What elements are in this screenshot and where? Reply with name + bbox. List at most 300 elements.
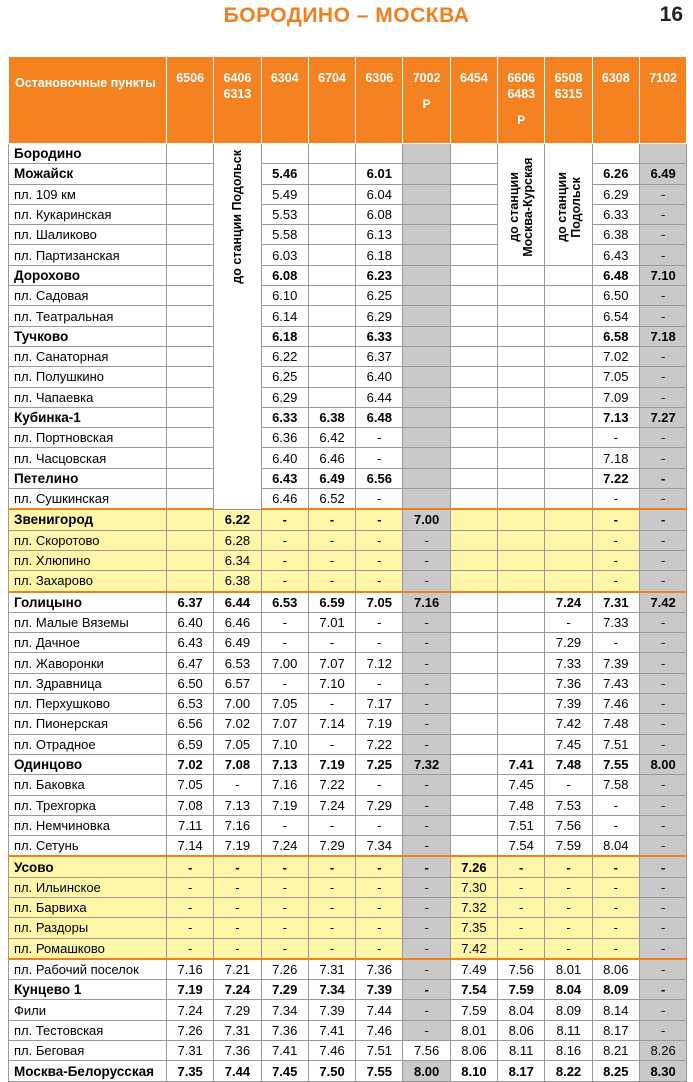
train-number-secondary: 6313 [223,87,252,101]
time-cell: 6.40 [261,448,308,468]
time-cell [450,286,497,306]
stop-name: пл. Захарово [9,571,167,592]
train-number-header [498,57,545,144]
time-cell [592,144,639,164]
time-cell: 6.56 [167,714,214,734]
time-cell [498,612,545,632]
time-cell: - [592,509,639,530]
time-cell: - [261,633,308,653]
time-cell [450,509,497,530]
time-cell: 7.36 [545,673,592,693]
route-note: до станции Москва-Курская [507,157,536,258]
time-cell [498,306,545,326]
page-number: 16 [659,3,683,26]
time-cell [167,407,214,427]
stop-name: пл. 109 км [9,184,167,204]
page-title: БОРОДИНО – МОСКВА [223,4,470,27]
time-cell: 7.27 [639,407,686,427]
time-cell: 7.16 [403,592,450,613]
time-cell: 7.39 [308,1000,355,1020]
timetable-row [9,795,687,815]
train-number-secondary: 6483 [507,87,536,101]
stop-name: пл. Беговая [9,1041,167,1061]
time-cell: 7.07 [261,714,308,734]
time-cell [403,428,450,448]
time-cell: 6.43 [261,468,308,488]
time-cell: 6.38 [592,225,639,245]
time-cell: 7.24 [214,980,261,1000]
time-cell: - [261,612,308,632]
time-cell: 7.25 [356,754,403,774]
time-cell [308,144,355,164]
time-cell: - [214,897,261,917]
time-cell: - [545,877,592,897]
timetable-row [9,633,687,653]
stop-name: Дорохово [9,265,167,285]
time-cell [498,571,545,592]
time-cell [167,489,214,510]
timetable-row [9,509,687,530]
time-cell: 6.48 [592,265,639,285]
time-cell: 7.55 [592,754,639,774]
time-cell: 8.04 [498,1000,545,1020]
time-cell [403,468,450,488]
time-cell: 7.29 [356,795,403,815]
time-cell: 6.22 [214,509,261,530]
train-number-header [403,57,450,144]
time-cell: 5.49 [261,184,308,204]
time-cell [498,673,545,693]
time-cell: 6.33 [592,204,639,224]
time-cell: 7.05 [167,775,214,795]
time-cell: - [592,856,639,877]
time-cell: 6.53 [214,653,261,673]
time-cell [498,326,545,346]
time-cell: - [356,877,403,897]
time-cell: - [261,918,308,938]
time-cell [450,407,497,427]
time-cell: 7.08 [214,754,261,774]
time-cell: - [639,428,686,448]
time-cell: 6.28 [214,530,261,550]
time-cell: 7.55 [356,1061,403,1081]
time-cell [545,407,592,427]
time-cell: 7.24 [308,795,355,815]
time-cell: 7.41 [498,754,545,774]
time-cell: 7.33 [545,653,592,673]
time-cell: - [403,938,450,959]
time-cell: 7.13 [214,795,261,815]
time-cell: 6.49 [214,633,261,653]
time-cell [545,530,592,550]
time-cell: - [498,938,545,959]
train-number-header [545,57,592,144]
train-mark: Р [517,113,526,127]
time-cell: 7.48 [545,754,592,774]
train-number-header [308,57,355,144]
time-cell: 7.48 [498,795,545,815]
time-cell: - [639,306,686,326]
time-cell: - [403,653,450,673]
stop-name: пл. Малые Вяземы [9,612,167,632]
time-cell: - [639,959,686,980]
train-number-header [167,57,214,144]
time-cell: - [592,530,639,550]
time-cell: - [308,694,355,714]
timetable-row [9,468,687,488]
time-cell: - [639,815,686,835]
timetable-row [9,530,687,550]
train-number: 6406 [223,71,252,85]
time-cell [450,245,497,265]
time-cell: 6.48 [356,407,403,427]
time-cell [403,245,450,265]
timetable-row [9,550,687,570]
time-cell: 6.14 [261,306,308,326]
time-cell: - [403,959,450,980]
time-cell: 6.01 [356,164,403,184]
train-number: 6606 [507,71,536,85]
time-cell [498,428,545,448]
time-cell [403,367,450,387]
time-cell [498,653,545,673]
stop-name: Тучково [9,326,167,346]
time-cell: - [167,856,214,877]
time-cell [167,428,214,448]
stop-name: пл. Полушкино [9,367,167,387]
timetable [8,56,687,1082]
time-cell: 7.24 [261,836,308,857]
time-cell: - [403,836,450,857]
time-cell [450,612,497,632]
timetable-row [9,714,687,734]
time-cell: 6.29 [592,184,639,204]
time-cell: 7.58 [592,775,639,795]
time-cell: 7.05 [592,367,639,387]
route-note: до станции Подольск [554,172,583,243]
time-cell: 7.07 [308,653,355,673]
time-cell: 7.02 [214,714,261,734]
time-cell: 7.44 [356,1000,403,1020]
time-cell [403,184,450,204]
timetable-row [9,306,687,326]
time-cell [498,448,545,468]
train-number: 7002 [412,71,441,85]
stop-name: пл. Ромашково [9,938,167,959]
time-cell: - [639,550,686,570]
time-cell: 7.42 [450,938,497,959]
time-cell: 7.19 [214,836,261,857]
time-cell: - [403,775,450,795]
train-number: 6454 [460,71,488,85]
time-cell: 8.00 [403,1061,450,1081]
time-cell: 7.43 [592,673,639,693]
time-cell: 6.08 [261,265,308,285]
time-cell [545,468,592,488]
timetable-row [9,775,687,795]
time-cell: 6.58 [592,326,639,346]
time-cell: 6.26 [592,164,639,184]
time-cell: 7.42 [545,714,592,734]
time-cell: 6.46 [308,448,355,468]
time-cell: - [545,612,592,632]
time-cell: 6.59 [308,592,355,613]
time-cell: 8.17 [498,1061,545,1081]
stop-name: пл. Жаворонки [9,653,167,673]
stop-name: Голицыно [9,592,167,613]
time-cell: 6.42 [308,428,355,448]
time-cell: - [639,612,686,632]
time-cell [450,673,497,693]
stop-name: пл. Трехгорка [9,795,167,815]
time-cell: - [403,877,450,897]
time-cell [450,265,497,285]
time-cell [545,306,592,326]
time-cell: 8.06 [592,959,639,980]
route-note-cell [214,144,261,510]
time-cell [545,509,592,530]
timetable-header [9,57,687,144]
time-cell: - [639,673,686,693]
time-cell [545,448,592,468]
time-cell: 7.46 [356,1020,403,1040]
time-cell [167,265,214,285]
stop-name: пл. Портновская [9,428,167,448]
time-cell [450,571,497,592]
time-cell: 7.12 [356,653,403,673]
time-cell: 8.06 [498,1020,545,1040]
time-cell [450,164,497,184]
time-cell [403,326,450,346]
time-cell: 7.05 [214,734,261,754]
time-cell: 6.40 [356,367,403,387]
stop-name: Кубинка-1 [9,407,167,427]
timetable-row [9,836,687,857]
time-cell: - [498,918,545,938]
time-cell: - [498,877,545,897]
time-cell: 8.14 [592,1000,639,1020]
time-cell: 7.22 [592,468,639,488]
time-cell [308,164,355,184]
time-cell [167,306,214,326]
time-cell: - [356,530,403,550]
time-cell: - [639,448,686,468]
stop-name: Кунцево 1 [9,980,167,1000]
time-cell: - [639,714,686,734]
time-cell [403,407,450,427]
time-cell: 7.21 [214,959,261,980]
time-cell [639,144,686,164]
time-cell: 6.25 [261,367,308,387]
time-cell: 8.22 [545,1061,592,1081]
time-cell [167,448,214,468]
time-cell [167,468,214,488]
time-cell [450,428,497,448]
time-cell: 6.53 [261,592,308,613]
timetable-row [9,694,687,714]
time-cell [450,306,497,326]
train-number-header [261,57,308,144]
time-cell [450,468,497,488]
time-cell [450,530,497,550]
time-cell: - [356,612,403,632]
time-cell: - [639,1020,686,1040]
time-cell [403,286,450,306]
time-cell: - [639,877,686,897]
time-cell: 7.56 [545,815,592,835]
time-cell [308,367,355,387]
time-cell [403,265,450,285]
time-cell: 7.31 [308,959,355,980]
time-cell: - [639,346,686,366]
time-cell: - [498,897,545,917]
route-note-cell [545,144,592,266]
time-cell [450,592,497,613]
stop-name: Усово [9,856,167,877]
train-number: 6306 [365,71,394,85]
stop-name: Петелино [9,468,167,488]
time-cell: 7.54 [450,980,497,1000]
train-number-header [356,57,403,144]
time-cell [545,489,592,510]
time-cell: 6.46 [261,489,308,510]
time-cell: - [639,387,686,407]
time-cell [545,428,592,448]
time-cell [450,734,497,754]
time-cell [545,571,592,592]
time-cell: 6.59 [167,734,214,754]
time-cell: 6.50 [592,286,639,306]
time-cell: - [639,897,686,917]
time-cell: - [261,815,308,835]
time-cell: 8.16 [545,1041,592,1061]
time-cell: - [167,897,214,917]
time-cell: 6.10 [261,286,308,306]
time-cell: - [308,633,355,653]
time-cell: - [261,856,308,877]
train-number-header [639,57,686,144]
time-cell: - [592,918,639,938]
time-cell [450,326,497,346]
time-cell [167,144,214,164]
time-cell [450,754,497,774]
time-cell [450,184,497,204]
time-cell: 7.56 [498,959,545,980]
time-cell: - [639,734,686,754]
time-cell: 7.49 [450,959,497,980]
time-cell: 6.33 [261,407,308,427]
time-cell: - [639,918,686,938]
time-cell: - [639,571,686,592]
train-number-header [592,57,639,144]
time-cell [498,489,545,510]
time-cell: 7.22 [356,734,403,754]
time-cell: 7.18 [592,448,639,468]
train-mark: Р [422,97,431,111]
time-cell: 7.30 [450,877,497,897]
time-cell [308,306,355,326]
time-cell: 7.59 [450,1000,497,1020]
time-cell: 5.46 [261,164,308,184]
timetable-row [9,346,687,366]
time-cell: 7.39 [356,980,403,1000]
time-cell [498,592,545,613]
time-cell: 7.34 [308,980,355,1000]
time-cell: 7.53 [545,795,592,815]
time-cell: - [545,897,592,917]
train-number-header [214,57,261,144]
time-cell: 7.54 [498,836,545,857]
time-cell: 7.02 [592,346,639,366]
time-cell [167,245,214,265]
timetable-row [9,918,687,938]
time-cell: - [308,918,355,938]
time-cell: - [308,877,355,897]
stop-name: Фили [9,1000,167,1020]
time-cell: 7.31 [214,1020,261,1040]
time-cell [545,346,592,366]
time-cell: 7.17 [356,694,403,714]
time-cell [403,225,450,245]
time-cell [498,734,545,754]
time-cell [403,144,450,164]
time-cell [498,530,545,550]
time-cell: - [261,530,308,550]
time-cell: 6.49 [308,468,355,488]
time-cell [450,795,497,815]
stop-name: пл. Рабочий поселок [9,959,167,980]
time-cell: 7.51 [592,734,639,754]
time-cell: 6.38 [214,571,261,592]
time-cell: 8.11 [545,1020,592,1040]
time-cell: - [403,530,450,550]
time-cell: 7.00 [261,653,308,673]
stop-name: Звенигород [9,509,167,530]
time-cell: 7.59 [498,980,545,1000]
time-cell: 6.57 [214,673,261,693]
time-cell: 6.38 [308,407,355,427]
time-cell: - [639,184,686,204]
stop-name: пл. Перхушково [9,694,167,714]
train-number-header [450,57,497,144]
timetable-row [9,448,687,468]
stop-name: пл. Часцовская [9,448,167,468]
time-cell: 7.29 [261,980,308,1000]
time-cell: 7.46 [592,694,639,714]
time-cell: 8.09 [592,980,639,1000]
stop-name: пл. Театральная [9,306,167,326]
time-cell: - [639,795,686,815]
time-cell: 7.34 [356,836,403,857]
time-cell: 7.19 [356,714,403,734]
time-cell: 6.23 [356,265,403,285]
time-cell: 8.26 [639,1041,686,1061]
time-cell: 6.44 [214,592,261,613]
stop-name: пл. Шаликово [9,225,167,245]
time-cell: 7.31 [167,1041,214,1061]
timetable-row [9,571,687,592]
time-cell: - [214,938,261,959]
time-cell: 7.45 [498,775,545,795]
time-cell [545,367,592,387]
time-cell [498,387,545,407]
time-cell: - [308,571,355,592]
time-cell [545,387,592,407]
stop-name: пл. Сетунь [9,836,167,857]
time-cell [167,530,214,550]
time-cell: 7.14 [167,836,214,857]
time-cell: - [639,367,686,387]
